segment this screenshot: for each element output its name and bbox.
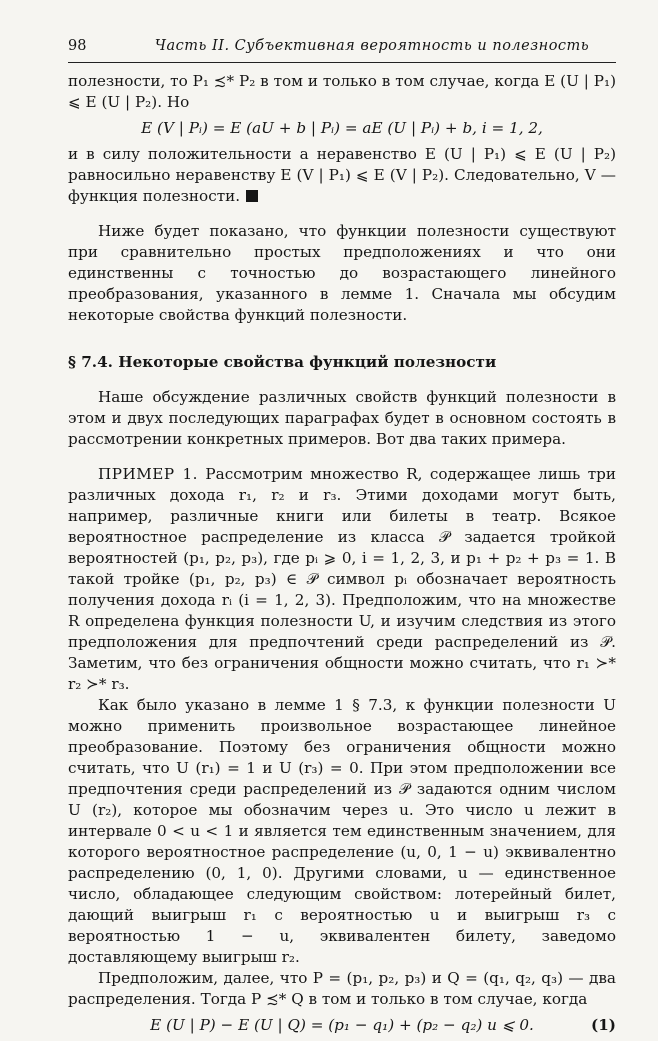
section-heading: § 7.4. Некоторые свойства функций полезности: [68, 353, 497, 371]
paragraph-6: Как было указано в лемме 1 § 7.3, к функции полезности U можно применить произвольное возрастающее линейное преобразование. Поэтому без ограничения общности можно считать, что U (r₁) = 1 и U (r₃) = 0. При этом предположении все предпочтения среди распределений из 𝒫 задаются одним числом U (r₂), которое мы обозначим через u. Это число u лежит в интервале 0 < u < 1 и является тем единственным значением, для которого вероятностное распределение (u, 0, 1 − u) эквивалентно распределению (0, 1, 0). Другими словами, u — единственное число, обладающее следующим свойством: лотерейный билет, дающий выигрыш r₁ с вероятностью u и выигрыш r₃ с вероятностью 1 − u, эквивалентен билету, заведомо доставляющему выигрыш r₂.: [68, 696, 616, 966]
example-label: ПРИМЕР 1.: [98, 465, 198, 483]
equation-1-body: E (U | P) − E (U | Q) = (p₁ − q₁) + (p₂ − q₂) u ⩽ 0.: [150, 1016, 534, 1034]
paragraph-7: Предположим, далее, что P = (p₁, p₂, p₃) и Q = (q₁, q₂, q₃) — два распределения. Тогда P ≾* Q в том и только в том случае, когда: [68, 969, 616, 1008]
equation-expectation-linear: E (V | Pᵢ) = E (aU + b | Pᵢ) = aE (U | Pᵢ) + b, i = 1, 2,: [141, 119, 543, 137]
paragraph-2-text: и в силу положительности a неравенство E (U | P₁) ⩽ E (U | P₂) равносильно неравенству E (V | P₁) ⩽ E (V | P₂). Следовательно, V — функция полезности.: [68, 145, 616, 205]
running-header: [68, 38, 616, 62]
spacer: [68, 207, 616, 221]
header-rule: [68, 62, 616, 63]
paragraph-1: полезности, то P₁ ≾* P₂ в том и только в том случае, когда E (U | P₁) ⩽ E (U | P₂). Но: [68, 72, 616, 111]
qed-square-icon: [246, 190, 258, 202]
equation-1-number: (1): [591, 1016, 616, 1034]
book-page: [68, 38, 616, 1041]
spacer: [68, 450, 616, 464]
equation-1: [68, 1015, 616, 1036]
paragraph-4: Наше обсуждение различных свойств функций полезности в этом и двух последующих параграфах будет в основном состоять в рассмотрении конкретных примеров. Вот два таких примера.: [68, 388, 616, 448]
running-title: Часть II. Субъективная вероятность и полезность: [154, 38, 590, 54]
paragraph-2: [68, 144, 616, 207]
example-1-text: Рассмотрим множество R, содержащее лишь три различных дохода r₁, r₂ и r₃. Этими доходами могут быть, например, различные книги или билеты в театр. Всякое вероятностное распределение из класса 𝒫 задается тройкой вероятностей (p₁, p₂, p₃), где pᵢ ⩾ 0, i = 1, 2, 3, и p₁ + p₂ + p₃ = 1. В такой тройке (p₁, p₂, p₃) ∈ 𝒫 символ pᵢ обозначает вероятность получения дохода rᵢ (i = 1, 2, 3). Предположим, что на множестве R определена функция полезности U, и изучим следствия из этого предположения для предпочтений среди распределений из 𝒫. Заметим, что без ограничения общности можно считать, что r₁ ≻* r₂ ≻* r₃.: [68, 465, 616, 693]
paragraph-3: Ниже будет показано, что функции полезности существуют при сравнительно простых предположениях и что они единственны с точностью до возрастающего линейного преобразования, указанного в лемме 1. Сначала мы обсудим некоторые свойства функций полезности.: [68, 222, 616, 324]
paragraph-example-1: [68, 464, 616, 695]
page-number: 98: [68, 38, 87, 54]
